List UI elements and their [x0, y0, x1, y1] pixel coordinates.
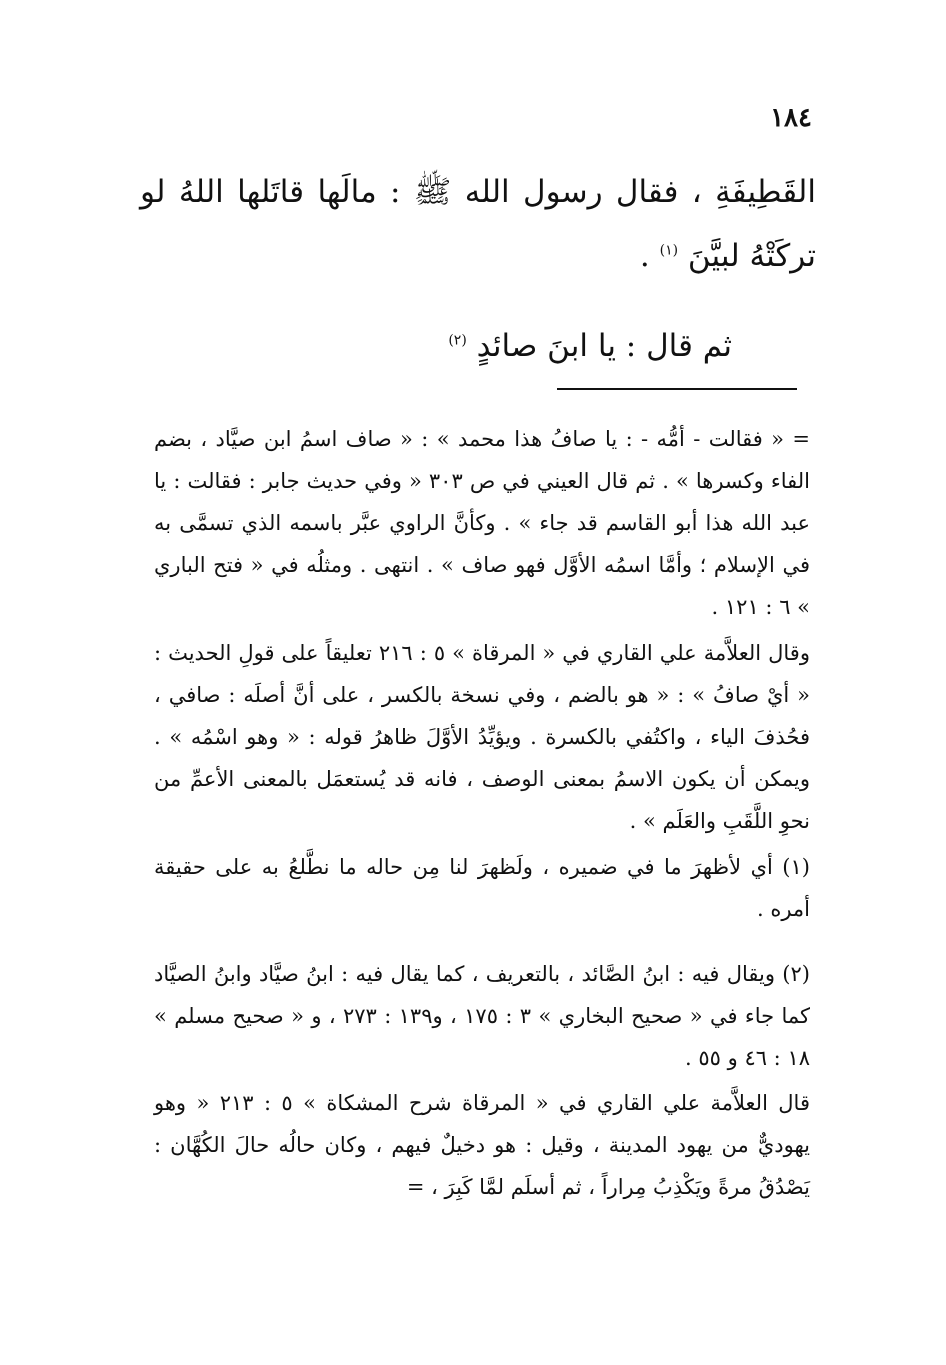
page-number: ١٨٤	[770, 103, 812, 133]
main-text-line: ثم قال : يا ابنَ صائدٍ	[476, 328, 732, 364]
footnote-paragraph: وقال العلاَّمة علي القاري في « المرقاة » ٥ : ٢١٦ تعليقاً على قولِ الحديث : « أيْ صافُ » : « هو بالضم ، وفي نسخة بالكسر ، على أنَّ أصلَه : صافي ، فحُذفَ الياء ، واكتُفي بالكسرة . ويؤيِّدُ الأوَّلَ ظاهرُ قوله : « وهو اسْمُه » . ويمكن أن يكون الاسمُ بمعنى الوصف ، فانه قد يُستعمَل بالمعنى الأعمِّ من نحوِ اللَّقَبِ والعَلَم » .	[154, 641, 810, 833]
footnote-continuation: = « فقالت - أمُّه - : يا صافُ هذا محمد » : « صاف اسمُ ابن صيَّاد ، بضم الفاء وكسرها » . ثم قال العيني في ص ٣٠٣ « وفي حديث جابر : فقالت : يا عبد الله هذا أبو القاسم قد جاء » . وكأنَّ الراوي عبَّر باسمه الذي تسمَّى به في الإسلام ؛ وأمَّا اسمُه الأوَّل فهو صاف » . انتهى . ومثلُه في « فتح الباري » ٦ : ١٢١ .	[154, 427, 811, 619]
footnote-separator	[557, 388, 797, 390]
footnote-marker-2: (٢)	[448, 332, 467, 349]
main-text-paragraph	[140, 160, 816, 288]
main-text-line: القَطِيفَةِ ، فقال رسول الله ﷺ : مالَها قاتَلها اللهُ لو تركَتْهُ لبيَّنَ	[140, 174, 816, 274]
main-text-line-2	[212, 314, 732, 378]
footnote-paragraph-continued: قال العلاَّمة علي القاري في « المرقاة شرح المشكاة » ٥ : ٢١٣ « وهو يهوديٌّ من يهود المدينة ، وقيل : هو دخيلٌ فيهم ، وكان حالُه حالَ الكُهَّان : يَصْدُقُ مرةً ويَكْذِبُ مِراراً ، ثم أسلَم لمَّا كَبِرَ ، =	[154, 1091, 810, 1199]
footnote-2: (٢) ويقال فيه : ابنُ الصَّائد ، بالتعريف ، كما يقال فيه : ابنُ صيَّاد وابنُ الصيَّاد كما جاء في « صحيح البخاري » ٣ : ١٧٥ ، و١٣٩ : ٢٧٣ ، و « صحيح مسلم » ١٨ : ٤٦ و ٥٥ .	[154, 962, 811, 1070]
footnote-1: (١) أي لأظهرَ ما في ضميره ، ولَظهرَ لنا مِن حاله ما نطَّلعُ به على حقيقة أمره .	[154, 855, 810, 921]
footnote-marker-1: (١)	[659, 242, 679, 259]
main-text-period: .	[639, 238, 650, 274]
